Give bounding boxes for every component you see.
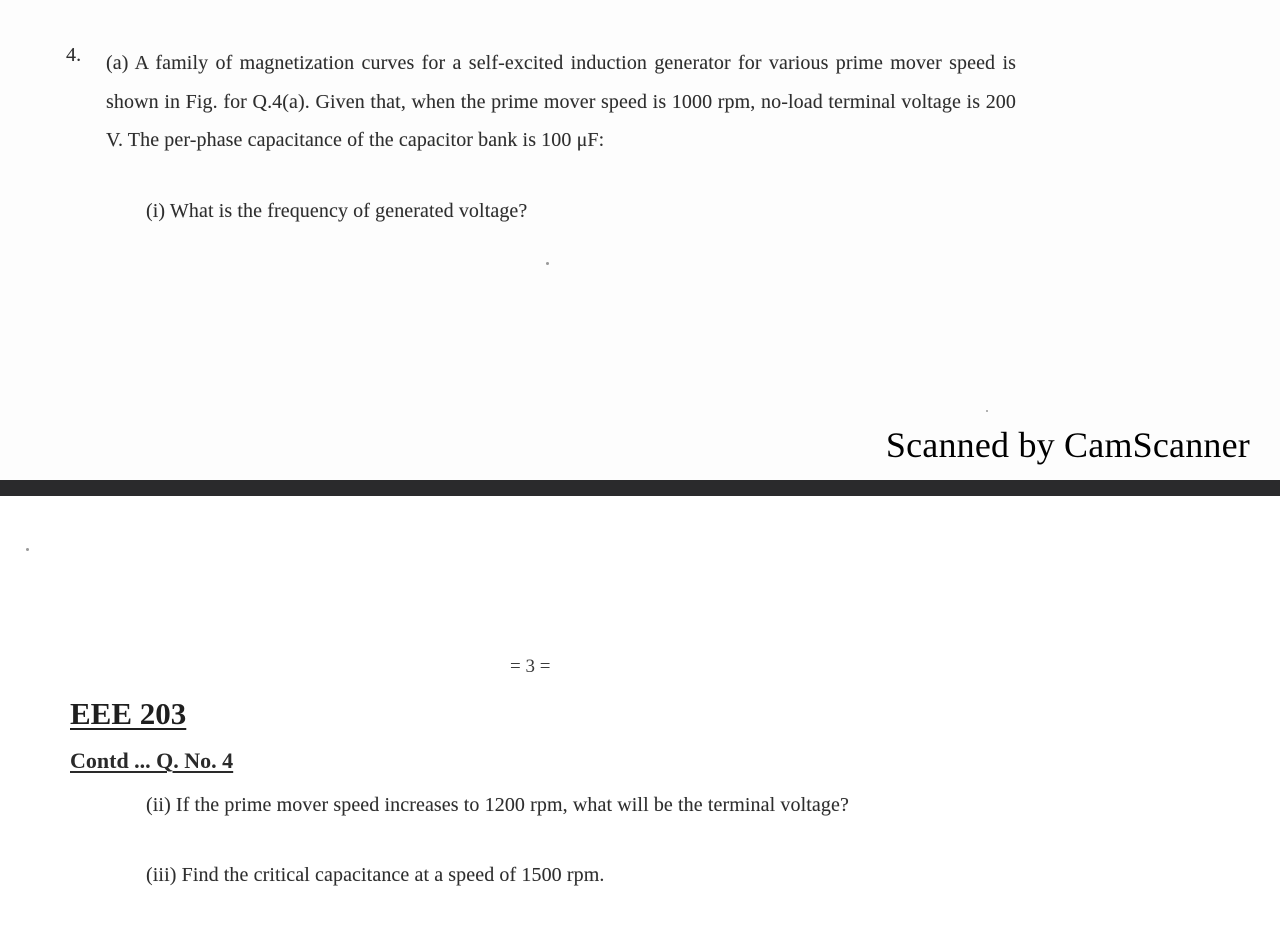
continued-label: Contd ... Q. No. 4 (70, 748, 234, 773)
scan-speck (986, 410, 988, 412)
scan-speck (546, 262, 549, 265)
page-separator-bar (0, 480, 1280, 496)
sub-question-i: (i) What is the frequency of generated voltage? (146, 200, 528, 222)
sub-question-iii: (iii) Find the critical capacitance at a speed of 1500 rpm. (146, 864, 605, 886)
question-4a-text: (a) A family of magnetization curves for a self-excited induction generator for various prime mover speed is shown in Fig. for Q.4(a). Given that, when the prime mover speed is 1000 rpm, no-load terminal voltage is 200 V. The per-phase capacitance of the capacitor bank is 100 μF: (106, 52, 1016, 151)
course-code-heading: EEE 203 (70, 696, 187, 731)
scan-speck (26, 548, 29, 551)
camscanner-watermark: Scanned by CamScanner (885, 425, 1250, 465)
sub-question-ii: (ii) If the prime mover speed increases to 1200 rpm, what will be the terminal voltage? (146, 794, 849, 816)
question-number: 4. (66, 44, 82, 66)
page-number: = 3 = (510, 656, 551, 677)
scanned-page-bottom (0, 496, 1280, 940)
